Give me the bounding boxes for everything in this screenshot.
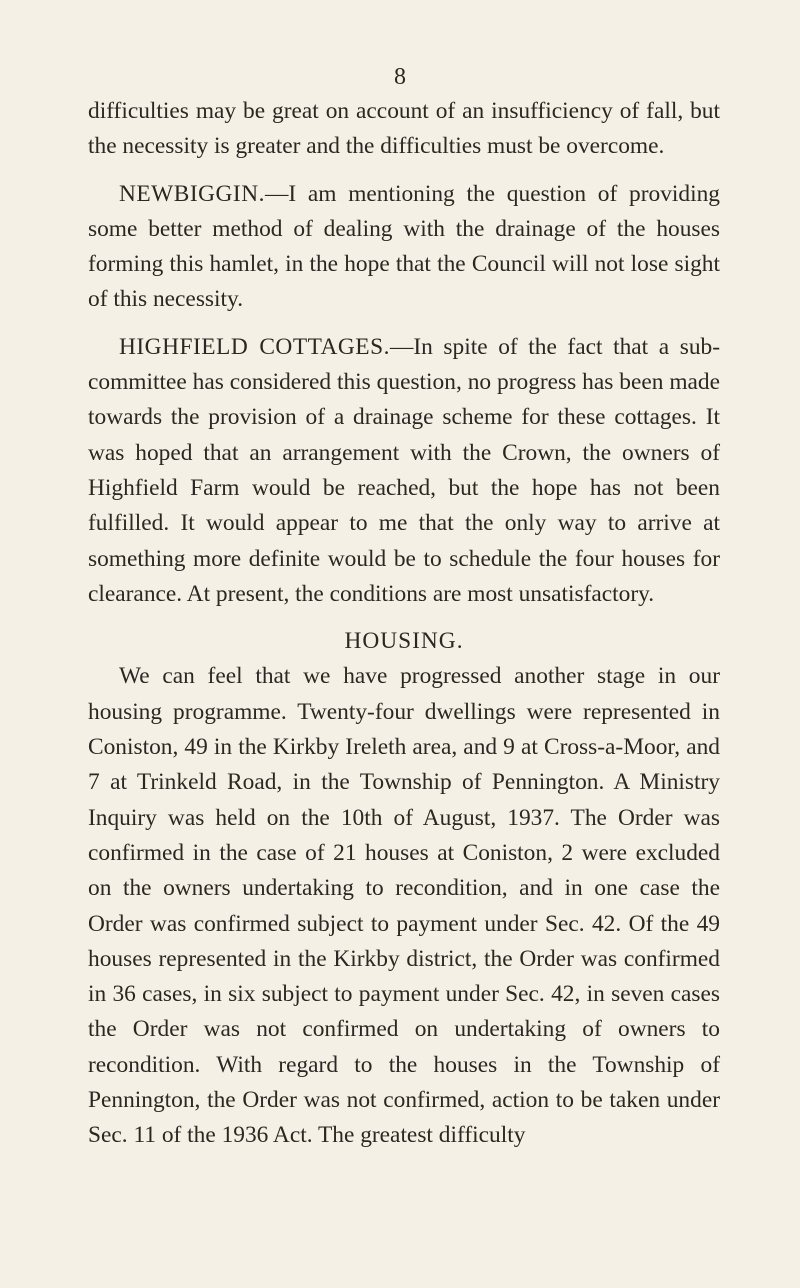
- page-number: 8: [394, 64, 406, 90]
- paragraph-housing: We can feel that we have progressed another stage in our housing programme. Twenty-four dwellings were represented in Coniston, 49 in the Kirkby Ireleth area, and 9 at Cross-a-Moor, and 7 at Trinkeld Road, in the Township of Pennington. A Ministry Inquiry was held on the 10th of August, 1937. The Order was confirmed in the case of 21 houses at Coniston, 2 were excluded on the owners undertaking to recondition, and in one case the Order was confirmed subject to payment under Sec. 42. Of the 49 houses represented in the Kirkby district, the Order was confirmed in 36 cases, in six subject to payment under Sec. 42, in seven cases the Order was not confirmed on undertaking of owners to recondition. With regard to the houses in the Township of Pennington, the Order was not confirmed, action to be taken under Sec. 11 of the 1936 Act. The greatest difficulty: [88, 663, 720, 1149]
- paragraph-continuation: [88, 94, 720, 165]
- paragraph-text: difficulties may be great on account of an insufficiency of fall, but the necessity is greater and the difficulties must be overcome.: [88, 98, 720, 160]
- paragraph-text: —I am mentioning the question of providing some better method of dealing with the drainage of the houses forming this hamlet, in the hope that the Council will not lose sight of this necessity.: [88, 180, 720, 313]
- paragraph-text: —In spite of the fact that a sub-committee has considered this question, no progress has been made towards the provision of a drainage scheme for these cottages. It was hoped that an arrangement with the Crown, the owners of Highfield Farm would be reached, but the hope has not been fulfilled. It would appear to me that the only way to arrive at something more definite would be to schedule the four houses for clearance. At present, the conditions are most unsatisfactory.: [88, 333, 720, 607]
- paragraph-heading: HIGHFIELD COTTAGES.: [119, 333, 390, 360]
- paragraph-newbiggin: [88, 177, 720, 318]
- body-text: [88, 94, 720, 1166]
- paragraph-heading: NEWBIGGIN.: [119, 180, 265, 207]
- paragraph-highfield-cottages: [88, 330, 720, 612]
- section-heading-housing: HOUSING.: [344, 628, 464, 655]
